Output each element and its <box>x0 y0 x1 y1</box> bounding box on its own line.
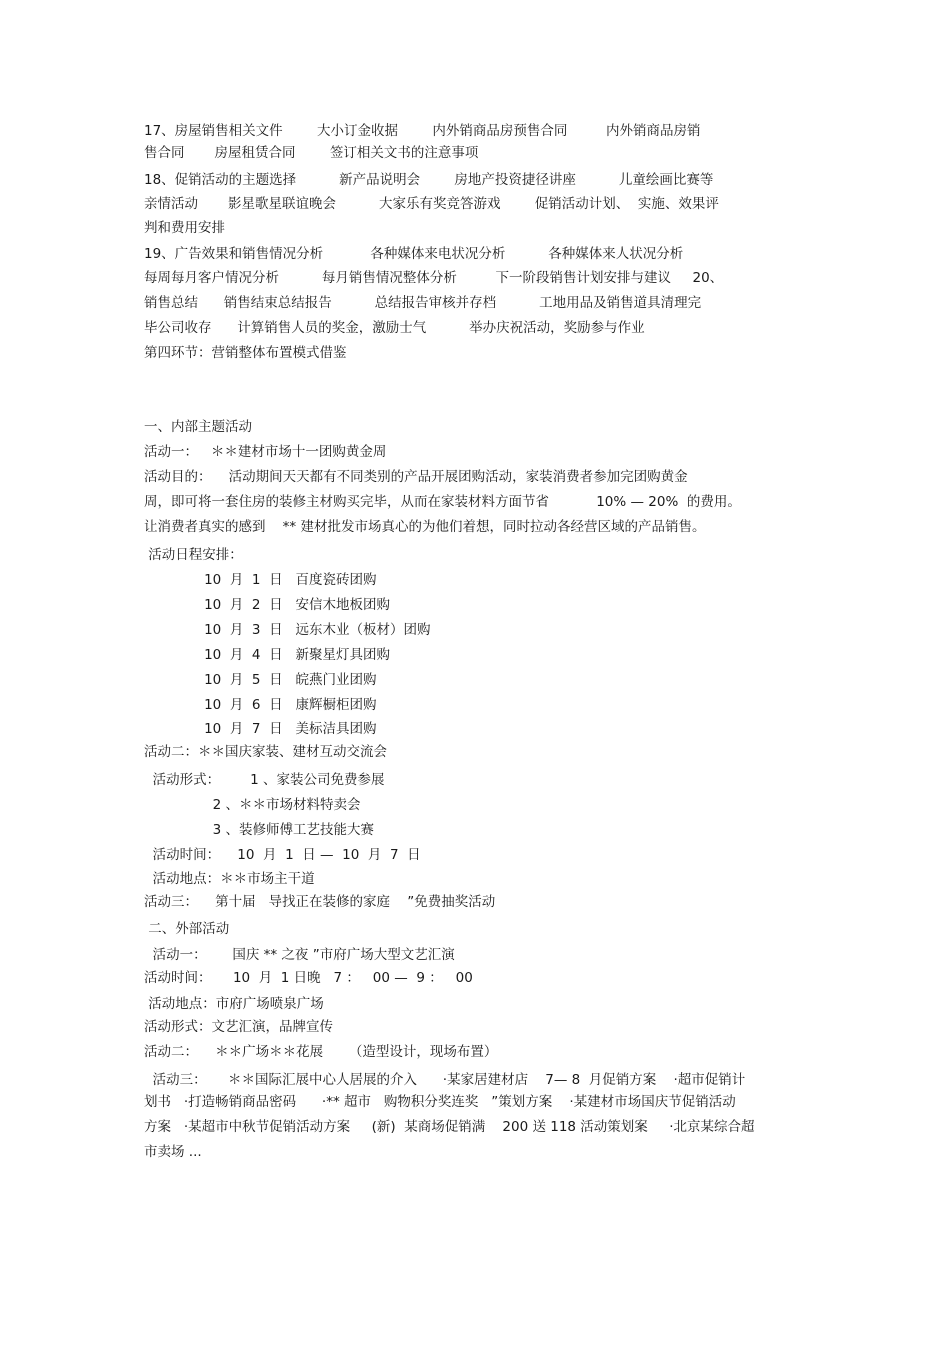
section-heading: 一、内部主题活动 <box>144 419 252 435</box>
text-line: 判和费用安排 <box>144 220 225 236</box>
text-line: 方案 ·某超市中秋节促销活动方案 (新) 某商场促销满 200 送 118 活动策划案 ·北京某综合超 <box>144 1119 755 1135</box>
text-line: 18、促销活动的主题选择 新产品说明会 房地产投资捷径讲座 儿童绘画比赛等 <box>144 172 714 188</box>
schedule-item: 10 月 1 日 百度瓷砖团购 <box>144 572 377 588</box>
schedule-item: 10 月 3 日 远东木业（板材）团购 <box>144 622 431 638</box>
text-line: 售合同 房屋租赁合同 签订相关文书的注意事项 <box>144 145 479 161</box>
text-line: 19、广告效果和销售情况分析 各种媒体来电状况分析 各种媒体来人状况分析 <box>144 246 684 262</box>
text-line: 亲情活动 影星歌星联谊晚会 大家乐有奖竞答游戏 促销活动计划、 实施、效果评 <box>144 196 719 212</box>
schedule-item: 10 月 4 日 新聚星灯具团购 <box>144 647 390 663</box>
text-line: 市卖场 ... <box>144 1144 202 1160</box>
text-line: 活动形式： 1 、家装公司免费参展 <box>144 772 385 788</box>
text-line: 活动时间： 10 月 1 日 — 10 月 7 日 <box>144 847 421 863</box>
text-line: 2 、＊＊市场材料特卖会 <box>144 797 361 813</box>
text-line: 17、房屋销售相关文件 大小订金收据 内外销商品房预售合同 内外销商品房销 <box>144 123 701 139</box>
text-line: 活动时间： 10 月 1 日晚 7 ： 00 — 9 ： 00 <box>144 970 473 986</box>
text-line: 活动三： ＊＊国际汇展中心人居展的介入 ·某家居建材店 7— 8 月促销方案 ·超市促销计 <box>144 1072 746 1088</box>
text-line: 销售总结 销售结束总结报告 总结报告审核并存档 工地用品及销售道具清理完 <box>144 295 702 311</box>
schedule-item: 10 月 7 日 美标洁具团购 <box>144 721 377 737</box>
section-heading: 第四环节：营销整体布置模式借鉴 <box>144 345 347 361</box>
text-line: 毕公司收存 计算销售人员的奖金，激励士气 举办庆祝活动，奖励参与作业 <box>144 320 645 336</box>
text-line: 活动地点：市府广场喷泉广场 <box>144 996 324 1012</box>
text-line: 活动形式：文艺汇演，品牌宣传 <box>144 1019 333 1035</box>
text-line: 活动三： 第十届 导找正在装修的家庭 ”免费抽奖活动 <box>144 894 496 910</box>
text-line: 活动一： 国庆 ** 之夜 ”市府广场大型文艺汇演 <box>144 947 455 963</box>
text-line: 活动目的： 活动期间天天都有不同类别的产品开展团购活动，家装消费者参加完团购黄金 <box>144 469 688 485</box>
text-line: 3 、装修师傅工艺技能大赛 <box>144 822 375 838</box>
text-line: 活动一： ＊＊建材市场十一团购黄金周 <box>144 444 387 460</box>
schedule-item: 10 月 6 日 康辉橱柜团购 <box>144 697 377 713</box>
text-line: 活动二：＊＊国庆家装、建材互动交流会 <box>144 744 387 760</box>
text-line: 划书 ·打造畅销商品密码 ·** 超市 购物积分奖连奖 ”策划方案 ·某建材市场国庆节促销活动 <box>144 1094 736 1110</box>
text-line: 活动地点：＊＊市场主干道 <box>144 871 315 887</box>
schedule-item: 10 月 5 日 皖燕门业团购 <box>144 672 377 688</box>
schedule-item: 10 月 2 日 安信木地板团购 <box>144 597 390 613</box>
text-line: 活动日程安排： <box>144 547 243 563</box>
text-line: 周，即可将一套住房的装修主材购买完毕，从而在家装材料方面节省 10% — 20% 的费用。 <box>144 494 741 510</box>
text-line: 活动二： ＊＊广场＊＊花展 （造型设计，现场布置） <box>144 1044 498 1060</box>
section-heading: 二、外部活动 <box>144 921 230 937</box>
text-line: 每周每月客户情况分析 每月销售情况整体分析 下一阶段销售计划安排与建议 20、 <box>144 270 724 286</box>
text-line: 让消费者真实的感到 ** 建材批发市场真心的为他们着想，同时拉动各经营区域的产品销售。 <box>144 519 706 535</box>
